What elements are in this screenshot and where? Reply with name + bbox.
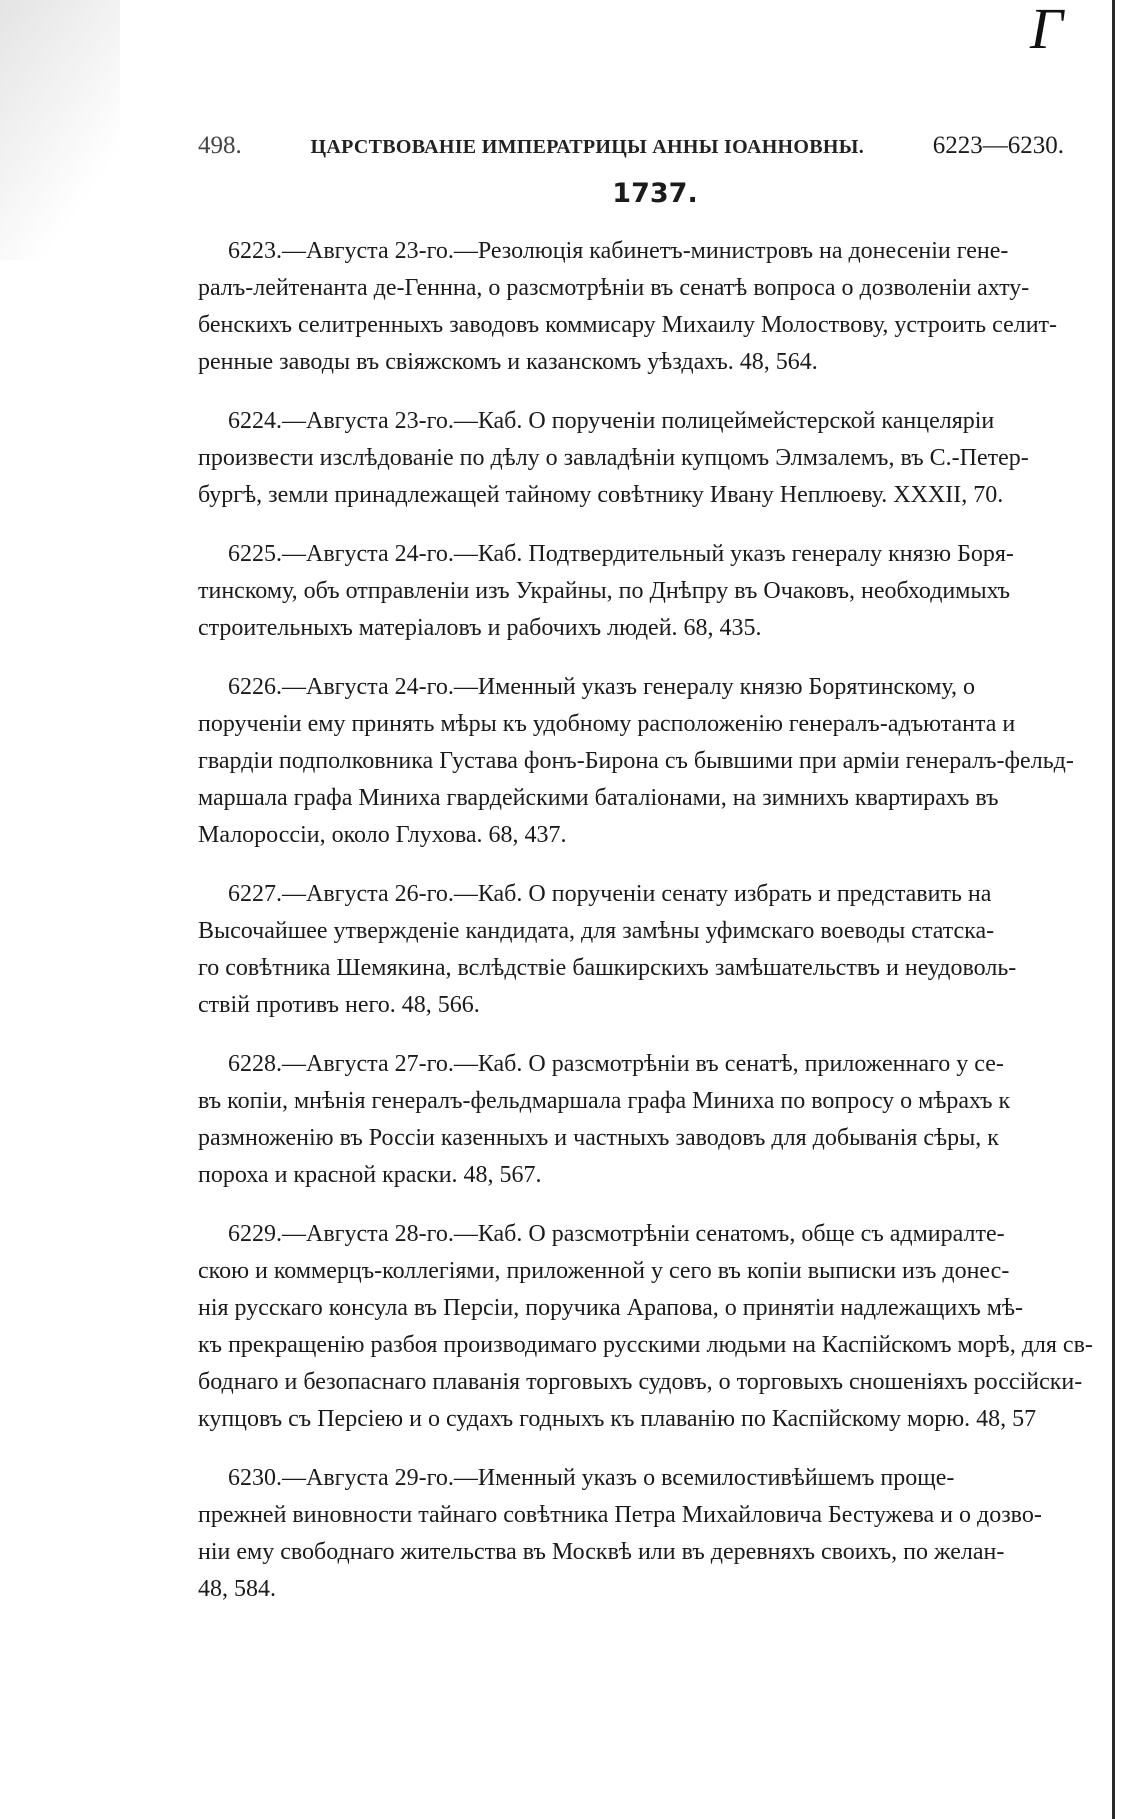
entry-first-line: 6227.—Августа 26-го.—Каб. О порученіи сенату избрать и представить на [228, 881, 992, 907]
entry-first-line: 6224.—Августа 23-го.—Каб. О порученіи полицеймейстерской канцеляріи [228, 408, 995, 434]
running-header [198, 132, 1112, 160]
entry-line: скою и коммерцъ-коллегіями, приложенной у сего въ копіи выписки изъ донес- [198, 1258, 1010, 1284]
entry-line: Высочайшее утвержденіе кандидата, для замѣны уфимскаго воеводы статска- [198, 918, 995, 944]
entry-line: въ копіи, мнѣнія генералъ-фельдмаршала графа Миниха по вопросу о мѣрахъ к [198, 1088, 1011, 1114]
entry-line: го совѣтника Шемякина, вслѣдствіе башкирскихъ замѣшательствъ и неудоволь- [198, 955, 1017, 981]
entry-line: гвардіи подполковника Густава фонъ-Бирона съ бывшими при арміи генералъ-фельд- [198, 748, 1074, 774]
entry-line: 48, 584. [198, 1576, 276, 1602]
entry-line: боднаго и безопаснаго плаванія торговыхъ судовъ, о торговыхъ сношеніяхъ россійски- [198, 1369, 1083, 1395]
entry-line: произвести изслѣдованіе по дѣлу о завладѣніи купцомъ Элмзалемъ, въ С.-Петер- [198, 445, 1029, 471]
entry-line: прежней виновности тайнаго совѣтника Петра Михайловича Бестужева и о дозво- [198, 1502, 1042, 1528]
entry-paragraph [198, 1046, 1112, 1194]
year-heading: 1737. [612, 178, 698, 209]
document-page [198, 132, 1112, 1630]
entry-line: бенскихъ селитренныхъ заводовъ коммисару Михаилу Молоствову, устроить селит- [198, 312, 1058, 338]
page-number: 498. [198, 132, 242, 159]
entry-first-line: 6228.—Августа 27-го.—Каб. О разсмотрѣніи въ сенатѣ, приложеннаго у се- [228, 1051, 1004, 1077]
entry-paragraph [198, 1460, 1112, 1608]
entry-line: размноженію въ Россіи казенныхъ и частныхъ заводовъ для добыванія сѣры, к [198, 1125, 999, 1151]
entry-first-line: 6229.—Августа 28-го.—Каб. О разсмотрѣніи сенатомъ, обще съ адмиралте- [228, 1221, 1005, 1247]
entry-line: маршала графа Миниха гвардейскими баталіонами, на зимнихъ квартирахъ въ [198, 785, 999, 811]
entry-line: къ прекращенію разбоя производимаго русскими людьми на Каспійскомъ морѣ, для св- [198, 1332, 1093, 1358]
entry-first-line: 6223.—Августа 23-го.—Резолюція кабинетъ-министровъ на донесеніи гене- [228, 238, 1009, 264]
entry-line: строительныхъ матеріаловъ и рабочихъ людей. 68, 435. [198, 615, 762, 641]
entry-paragraph [198, 403, 1112, 514]
entry-line: нія русскаго консула въ Персіи, поручика Арапова, о принятіи надлежащихъ мѣ- [198, 1295, 1023, 1321]
entry-paragraph [198, 1216, 1112, 1438]
entry-paragraph [198, 536, 1112, 647]
entry-paragraph [198, 233, 1112, 381]
entries-list [198, 233, 1112, 1608]
entry-line: порученіи ему принять мѣры къ удобному расположенію генералъ-адъютанта и [198, 711, 1016, 737]
entry-paragraph [198, 876, 1112, 1024]
entry-line: пороха и красной краски. 48, 567. [198, 1162, 542, 1188]
entry-line: ренные заводы въ свіяжскомъ и казанскомъ уѣздахъ. 48, 564. [198, 349, 818, 375]
entry-line: тинскому, объ отправленіи изъ Украйны, по Днѣпру въ Очаковъ, необходимыхъ [198, 578, 1011, 604]
corner-mark: Г [1030, 0, 1063, 61]
page-edge-line [1112, 0, 1115, 1819]
entry-paragraph [198, 669, 1112, 854]
entry-line: бургѣ, земли принадлежащей тайному совѣтнику Ивану Неплюеву. XXXII, 70. [198, 482, 1004, 508]
scan-shading [0, 0, 120, 260]
entry-first-line: 6225.—Августа 24-го.—Каб. Подтвердительный указъ генералу князю Боря- [228, 541, 1014, 567]
entry-range: 6223—6230. [932, 132, 1064, 159]
entry-line: ралъ-лейтенанта де-Геннна, о разсмотрѣніи въ сенатѣ вопроса о дозволеніи ахту- [198, 275, 1030, 301]
entry-line: ствій противъ него. 48, 566. [198, 992, 480, 1018]
entry-first-line: 6230.—Августа 29-го.—Именный указъ о всемилостивѣйшемъ проще- [228, 1465, 955, 1491]
entry-line: купцовъ съ Персіею и о судахъ годныхъ къ плаванію по Каспійскому морю. 48, 57 [198, 1406, 1037, 1432]
entry-first-line: 6226.—Августа 24-го.—Именный указъ генералу князю Борятинскому, о [228, 674, 975, 700]
header-title: ЦАРСТВОВАНІЕ ИМПЕРАТРИЦЫ АННЫ ІОАННОВНЫ. [310, 136, 864, 158]
entry-line: Малороссіи, около Глухова. 68, 437. [198, 822, 567, 848]
entry-line: ніи ему свободнаго жительства въ Москвѣ или въ деревняхъ своихъ, по желан- [198, 1539, 1005, 1565]
